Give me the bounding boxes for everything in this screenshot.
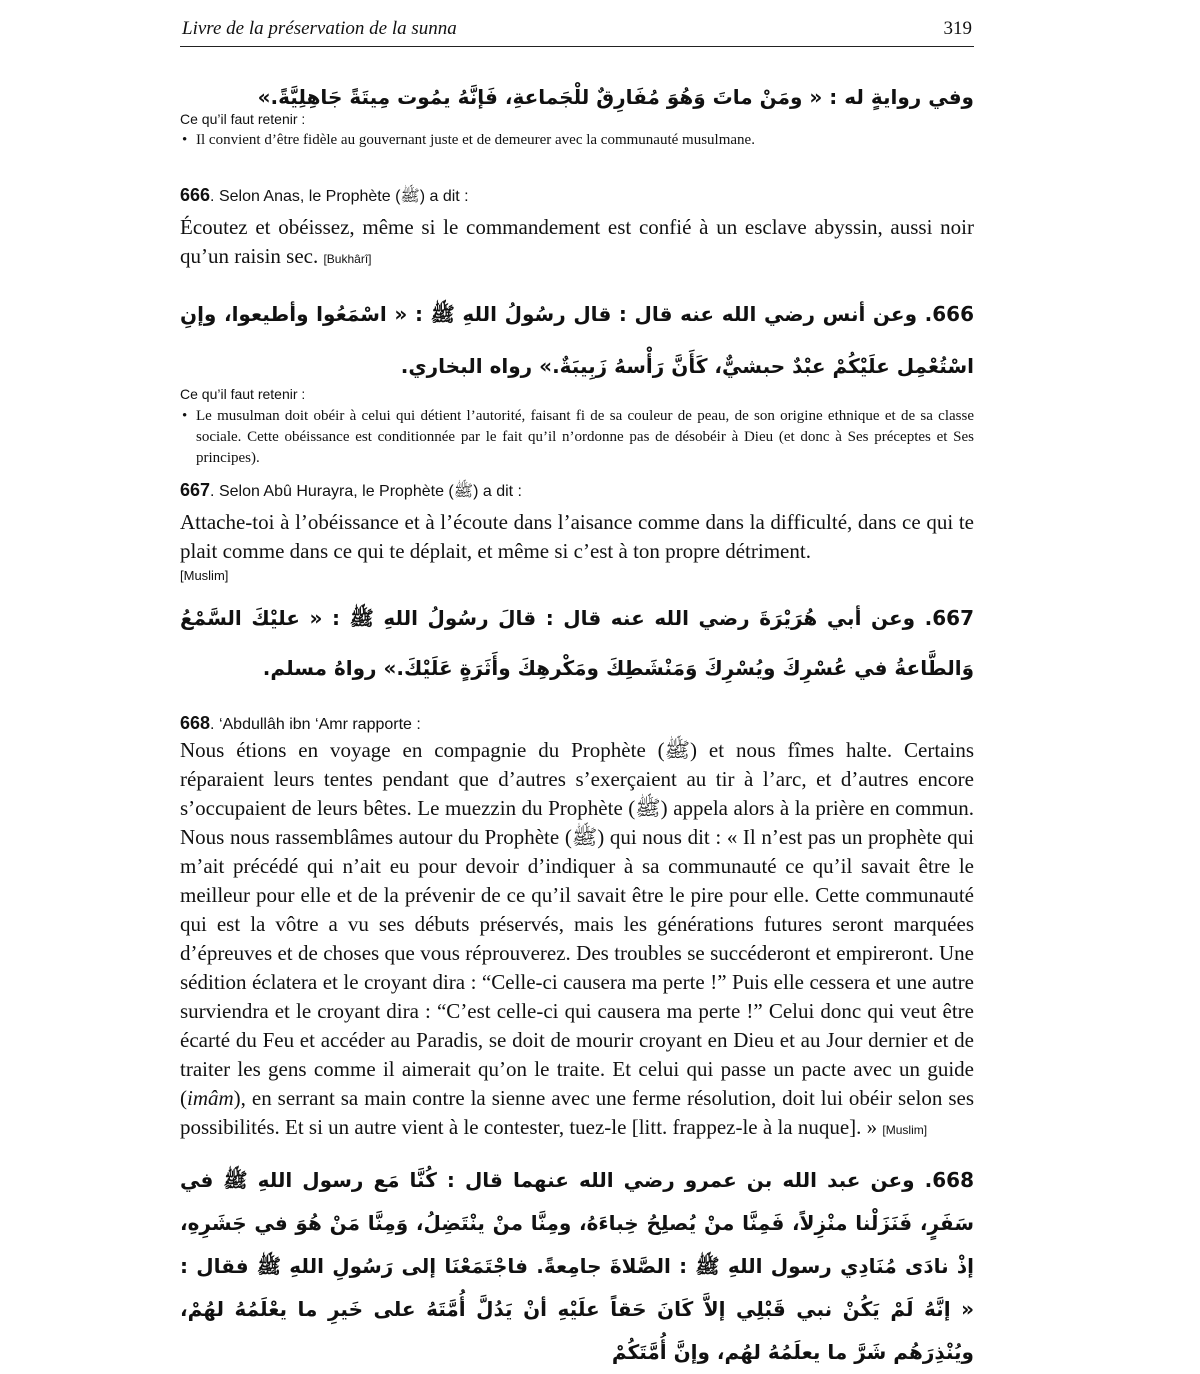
hadith-667 — [180, 480, 974, 693]
retain-label: Ce qu’il faut retenir : — [180, 386, 306, 402]
hadith-number: 666 — [180, 185, 211, 205]
hadith-heading — [180, 185, 974, 209]
hadith-source: [Bukhârî] — [323, 252, 372, 266]
hadith-intro: . Selon Anas, le Prophète (ﷺ) a dit : — [210, 188, 469, 205]
page-number: 319 — [943, 18, 972, 39]
hadith-french-text: Attache-toi à l’obéissance et à l’écoute dans l’aisance comme dans la difficulté, dans ce qui te plait comme dans ce qui te déplait, et même si c’est à ton propre détriment. — [180, 510, 974, 563]
hadith-heading — [180, 480, 974, 504]
hadith-french-text: Nous étions en voyage en compagnie du Prophète (ﷺ) et nous fîmes halte. Certains réparaient leurs tentes pendant que d’autres s’exerçaient au tir à l’arc, et d’autres encore s’occupaient de leurs bêtes. Le muezzin du Prophète (ﷺ) appela alors à la prière en commun. Nous nous rassemblâmes autour du Prophète (ﷺ) qui nous dit : « Il n’est pas un prophète qui m’ait précédé qui n’ait eu pour devoir d’indiquer à sa communauté ce qu’il savait être le meilleur pour elle et de la prévenir de ce qu’il savait être le pire pour elle. Cette communauté qui est la vôtre a vu ses débuts préservés, mais les générations futures seront marquées d’épreuves et de choses que vous réprouverez. Des troubles se succéderont et empireront. Une sédition éclatera et le croyant dira : “Celle-ci causera ma perte !” Puis elle cessera et une autre surviendra et le croyant dira : “C’est celle-ci qui causera ma perte !” Celui donc qui veut être écarté du Feu et accéder au Paradis, se doit de mourir croyant en Dieu et au Jour dernier et de traiter les gens comme il aimerait qu’on le traite. Et celui qui passe un pacte avec un guide (imâm), en serrant sa main contre la sienne avec une ferme résolution, doit lui obéir selon ses possibilités. Et si un autre vient à le contester, tuez-le [litt. frappez-le à la nuque]. » [Muslim] — [180, 738, 974, 1139]
hadith-arabic-text: 667. وعن أبي هُرَيْرَةَ رضي الله عنه قال : قالَ رسُولُ اللهِ ﷺ : « عليْكَ السَّمْعُ وَالطَّاعةُ في عُسْرِكَ ويُسْرِكَ وَمَنْشَطِكَ ومَكْرهِكَ وأَثَرَةٍ عَلَيْكَ.» رواهُ مسلم. — [180, 606, 974, 680]
hadith-arabic-text: 668. وعن عبد الله بن عمرو رضي الله عنهما قال : كُنَّا مَع رسول اللهِ ﷺ في سَفَرٍ، فَنَزَلْنا منْزِلاً، فَمِنَّا منْ يُصلِحُ خِباءَهُ، ومِنَّا منْ ينْتَضِلُ، وَمِنَّا مَنْ هُوَ في جَشَرِهِ، إذْ نادَى مُنَادِي رسول اللهِ ﷺ : الصَّلاةَ جامِعةً. فاجْتَمَعْنَا إلى رَسُولِ اللهِ ﷺ فقال : « إنَّهُ لَمْ يَكُنْ نبي قَبْلِي إلاَّ كَانَ حَقاً علَيْهِ أنْ يَدُلَّ أُمَّتَهُ على خَيرِ ما يعْلَمُهُ لهُمْ، ويُنْذِرَهُم شَرَّ ما يعلَمُهُ لهُم، وإنَّ أُمَّتَكُمْ — [180, 1168, 974, 1364]
running-title: Livre de la préservation de la sunna — [182, 18, 457, 39]
hadith-french-text: Écoutez et obéissez, même si le commandement est confié à un esclave abyssin, aussi noir qu’un raisin sec. [Bukhârî] — [180, 215, 974, 268]
hadith-arabic-text: 666. وعن أنس رضي الله عنه قال : قال رسُولُ اللهِ ﷺ : « اسْمَعُوا وأطيعوا، وإنِ اسْتُعْمِل علَيْكُمْ عبْدٌ حبشيٌّ، كَأَنَّ رَأْسهُ زَبِيبَةٌ.» رواه البخاري. — [180, 302, 974, 378]
hadith-heading — [180, 713, 974, 734]
hadith-number: 667 — [180, 480, 211, 500]
bullet-icon: • — [182, 132, 188, 148]
retain-label: Ce qu’il faut retenir : — [180, 111, 306, 127]
hadith-source: [Muslim] — [180, 568, 229, 583]
page-header — [180, 18, 974, 47]
hadith-number: 668 — [180, 713, 211, 733]
retain-point: • Le musulman doit obéir à celui qui détient l’autorité, faisant fi de sa couleur de peau, de son origine ethnique et de sa classe sociale. Cette obéissance est conditionnée par le fait qu’il n’ordonne pas de désobéir à Dieu (et donc à Ses préceptes et Ses principes). — [182, 408, 974, 466]
hadith-666 — [180, 185, 974, 469]
arabic-narration: وفي روايةٍ له : « ومَنْ ماتَ وَهُوَ مُفَارِقٌ للْجَماعةِ، فَإنَّهُ يمُوت مِيتَةً جَاهِلِيَّةً.» — [257, 85, 974, 109]
hadith-source: [Muslim] — [882, 1123, 928, 1137]
retain-point: • Il convient d’être fidèle au gouvernant juste et de demeurer avec la communauté musulmane. — [180, 130, 974, 151]
bullet-icon: • — [182, 408, 188, 424]
hadith-intro: . Selon Abû Hurayra, le Prophète (ﷺ) a dit : — [210, 483, 522, 500]
previous-hadith-tail — [180, 80, 974, 151]
italic-term: imâm — [187, 1086, 234, 1110]
hadith-668 — [180, 713, 974, 1374]
hadith-intro: . ‘Abdullâh ibn ‘Amr rapporte : — [210, 716, 421, 733]
